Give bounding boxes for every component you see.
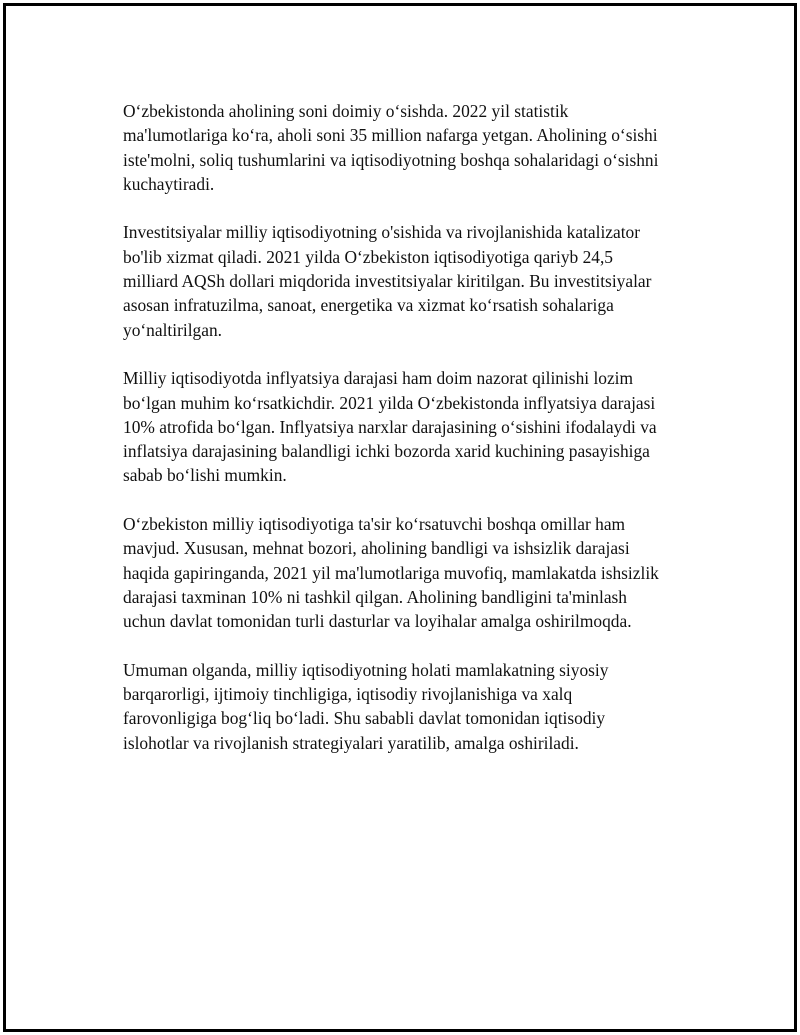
text-line: milliard AQSh dollari miqdorida investitsiyalar kiritilgan. Bu investitsiyalar — [123, 271, 652, 292]
text-line: Milliy iqtisodiyotda inflyatsiya darajasi ham doim nazorat qilinishi lozim — [123, 368, 634, 389]
paragraph-conclusion — [123, 658, 703, 755]
text-line: mavjud. Xususan, mehnat bozori, aholining bandligi va ishsizlik darajasi — [123, 538, 630, 559]
text-line: ma'lumotlariga ko‘ra, aholi soni 35 million nafarga yetgan. Aholining o‘sishi — [123, 125, 658, 146]
paragraph-labor-market — [123, 512, 703, 633]
text-line: 10% atrofida bo‘lgan. Inflyatsiya narxlar darajasining o‘sishini ifodalaydi va — [123, 416, 657, 437]
text-line: uchun davlat tomonidan turli dasturlar va loyihalar amalga oshirilmoqda. — [123, 611, 632, 632]
paragraph-investments — [123, 220, 703, 341]
text-line: darajasi taxminan 10% ni tashkil qilgan. Aholining bandligini ta'minlash — [123, 586, 628, 607]
text-line: O‘zbekiston milliy iqtisodiyotiga ta'sir ko‘rsatuvchi boshqa omillar ham — [123, 514, 626, 535]
text-line: kuchaytiradi. — [123, 173, 215, 194]
text-line: islohotlar va rivojlanish strategiyalari yaratilib, amalga oshiriladi. — [123, 732, 579, 753]
text-line: haqida gapiringanda, 2021 yil ma'lumotlariga muvofiq, mamlakatda ishsizlik — [123, 562, 659, 583]
paragraph-population — [123, 99, 703, 196]
text-line: iste'molni, soliq tushumlarini va iqtisodiyotning boshqa sohalaridagi o‘sishni — [123, 149, 659, 170]
text-line: O‘zbekistonda aholining soni doimiy o‘sishda. 2022 yil statistik — [123, 101, 569, 121]
page-frame — [3, 3, 797, 1032]
text-line: asosan infratuzilma, sanoat, energetika va xizmat ko‘rsatish sohalariga — [123, 295, 614, 316]
text-line: barqarorligi, ijtimoiy tinchligiga, iqtisodiy rivojlanishiga va xalq — [123, 684, 573, 705]
paragraph-inflation — [123, 366, 703, 487]
document-body — [123, 99, 703, 779]
text-line: bo'lib xizmat qiladi. 2021 yilda O‘zbekiston iqtisodiyotiga qariyb 24,5 — [123, 246, 614, 267]
text-line: bo‘lgan muhim ko‘rsatkichdir. 2021 yilda O‘zbekistonda inflyatsiya darajasi — [123, 392, 656, 413]
text-line: Investitsiyalar milliy iqtisodiyotning o'sishida va rivojlanishida katalizator — [123, 222, 641, 243]
text-line: yo‘naltirilgan. — [123, 319, 223, 340]
text-line: sabab bo‘lishi mumkin. — [123, 465, 287, 486]
text-line: farovonligiga bog‘liq bo‘ladi. Shu sababli davlat tomonidan iqtisodiy — [123, 708, 606, 729]
text-line: Umuman olganda, milliy iqtisodiyotning holati mamlakatning siyosiy — [123, 659, 609, 680]
text-line: inflatsiya darajasining balandligi ichki bozorda xarid kuchining pasayishiga — [123, 441, 650, 462]
